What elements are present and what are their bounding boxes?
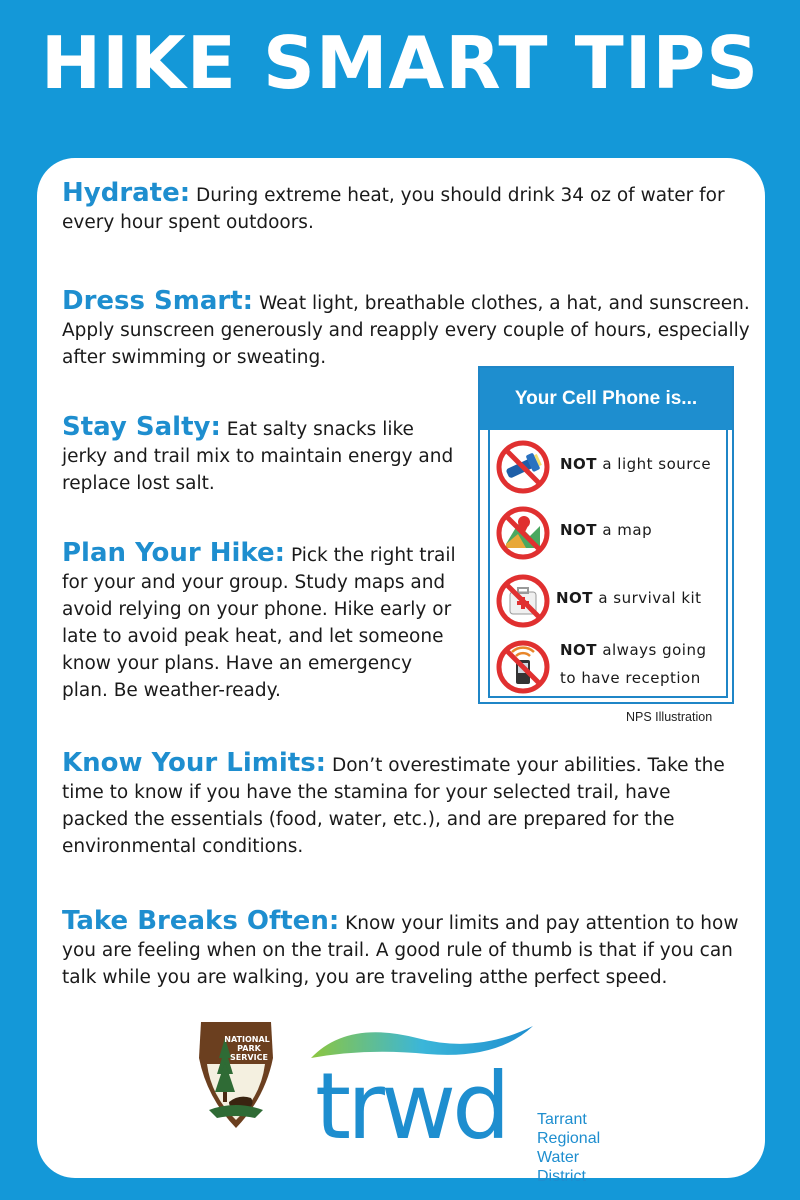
tip-heading: Hydrate:: [62, 178, 191, 208]
item-label: always going: [597, 641, 707, 659]
tip-know-your-limits: [62, 750, 742, 860]
trwd-wordmark: trwd: [315, 1053, 507, 1150]
item-label-line2: to have reception: [560, 669, 701, 687]
tip-plan-your-hike: [62, 540, 462, 704]
tip-hydrate: [62, 180, 742, 236]
item-label: a light source: [597, 455, 712, 473]
nps-logo-text-3: SERVICE: [230, 1053, 268, 1062]
tip-heading: Plan Your Hike:: [62, 538, 286, 568]
list-item-text: [560, 636, 707, 692]
trwd-logo: [307, 1020, 537, 1150]
nps-arrowhead-logo: [195, 1018, 277, 1130]
list-item: [490, 636, 730, 696]
page-title: HIKE SMART TIPS: [40, 21, 760, 105]
nps-logo-text-1: NATIONAL: [224, 1035, 270, 1044]
cell-phone-box-heading: Your Cell Phone is...: [480, 368, 732, 430]
flashlight-icon: [494, 438, 552, 496]
item-label: a map: [597, 521, 653, 539]
tip-heading: Take Breaks Often:: [62, 906, 340, 936]
list-item: [490, 570, 730, 630]
tip-text: Weat light, breathable clothes, a hat, and sunscreen. Apply sunscreen generously and reapply every couple of hours, especially after swimming or sweating.: [62, 293, 750, 368]
trwd-name-line: Water: [537, 1149, 580, 1166]
nps-logo-text-2: PARK: [237, 1044, 261, 1053]
tip-heading: Know Your Limits:: [62, 748, 327, 778]
tip-stay-salty: [62, 414, 462, 497]
not-label: NOT: [560, 455, 598, 473]
cell-phone-list: [488, 430, 728, 698]
list-item-text: [556, 584, 702, 612]
tip-text: Don’t overestimate your abilities. Take the time to know if you have the stamina for your selected trail, have packed the essentials (food, water, etc.), and are prepared for the environmental conditions.: [62, 755, 725, 857]
tip-text: Know your limits and pay attention to how you are feeling when on the trail. A good rule of thumb is that if you can talk while you are walking, you are traveling atthe perfect speed.: [62, 913, 739, 988]
illustration-credit: NPS Illustration: [626, 710, 713, 724]
tip-heading: Dress Smart:: [62, 286, 254, 316]
trwd-full-name: [537, 1110, 600, 1186]
tips-card: [37, 158, 765, 1185]
tip-dress-smart: [62, 288, 752, 371]
list-item: [490, 436, 730, 496]
not-label: NOT: [556, 589, 594, 607]
trwd-name-line: Tarrant: [537, 1111, 587, 1128]
trwd-name-line: District: [537, 1168, 586, 1185]
item-label: a survival kit: [593, 589, 702, 607]
not-label: NOT: [560, 521, 598, 539]
trwd-name-line: Regional: [537, 1130, 601, 1147]
cell-phone-box: [478, 366, 734, 704]
cell-phone-icon: [494, 638, 552, 696]
tip-text: During extreme heat, you should drink 34 oz of water for every hour spent outdoors.: [62, 185, 725, 233]
map-icon: [494, 504, 552, 562]
list-item-text: [560, 516, 652, 544]
tip-heading: Stay Salty:: [62, 412, 221, 442]
not-label: NOT: [560, 641, 598, 659]
tip-text: Eat salty snacks like jerky and trail mix to maintain energy and replace lost salt.: [62, 419, 454, 494]
tip-text: Pick the right trail for your and your group. Study maps and avoid relying on your phone. Hike early or late to avoid peak heat, and let someone know your plans. Have an emergency plan. Be weather-ready.: [62, 545, 456, 701]
first-aid-kit-icon: [494, 572, 552, 630]
tip-take-breaks: [62, 908, 752, 991]
list-item-text: [560, 450, 711, 478]
list-item: [490, 502, 730, 562]
